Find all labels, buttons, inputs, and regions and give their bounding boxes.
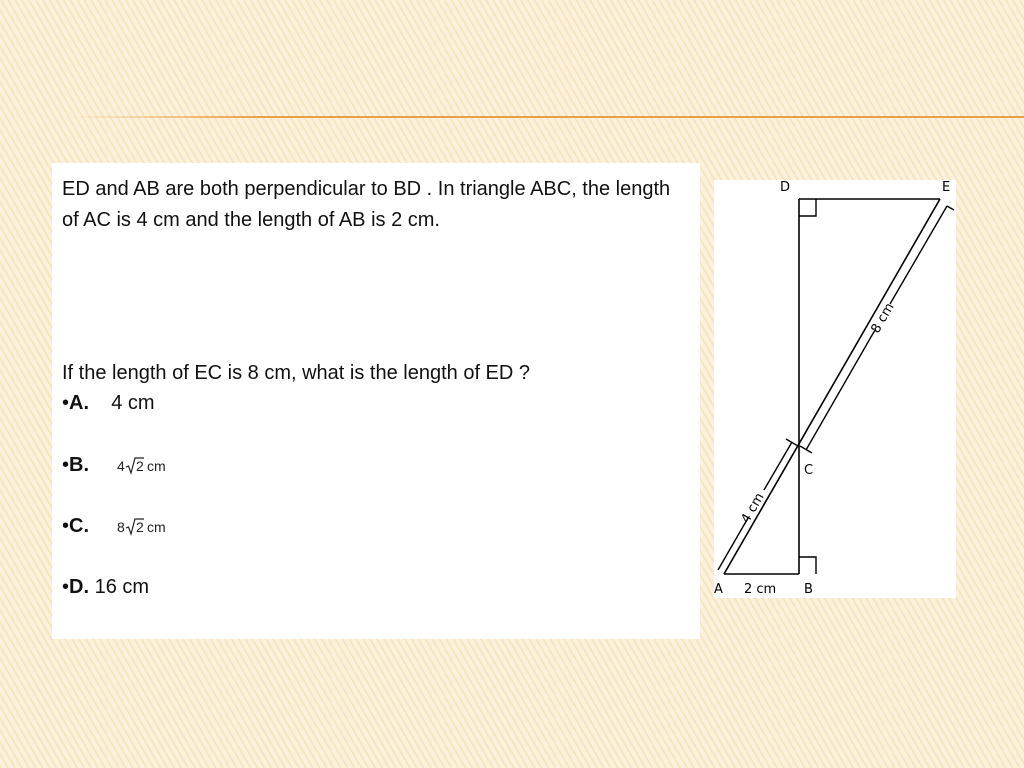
length-ab-label: 2 cm — [744, 582, 777, 597]
option-letter: B. — [69, 454, 90, 476]
point-b-label: B — [804, 582, 813, 597]
option-text: 4 cm — [111, 392, 155, 414]
segment-ae — [724, 199, 940, 574]
option-text: 16 cm — [94, 576, 150, 598]
math-radicand: 2 — [135, 518, 144, 535]
length-ac-label: 4 cm — [738, 490, 768, 526]
option-a — [62, 389, 155, 417]
option-c — [62, 512, 181, 540]
option-c-math — [117, 516, 181, 538]
dimension-ac-lower — [718, 518, 748, 570]
option-letter: C. — [69, 515, 90, 537]
length-ec-label: 8 cm — [868, 300, 898, 336]
option-bullet: • — [62, 576, 70, 598]
dimension-ac-tick — [786, 439, 798, 446]
option-letter: D. — [69, 576, 90, 598]
dimension-ac-upper — [764, 442, 792, 490]
option-b — [62, 451, 181, 479]
math-radicand: 2 — [135, 457, 144, 474]
question-text: If the length of EC is 8 cm, what is the length of ED ? — [62, 362, 531, 384]
dimension-ec-upper — [890, 206, 947, 304]
math-unit: cm — [146, 518, 166, 535]
geometry-figure — [714, 180, 956, 598]
option-b-math — [117, 455, 181, 477]
question-textbox — [52, 163, 700, 639]
option-bullet: • — [62, 515, 70, 537]
point-a-label: A — [714, 582, 723, 597]
right-angle-b-icon — [799, 557, 816, 574]
point-e-label: E — [942, 180, 951, 195]
dimension-ec-tick-top — [947, 206, 954, 210]
dimension-ec-lower — [806, 330, 875, 450]
question-intro: ED and AB are both perpendicular to BD . In triangle ABC, the length of AC is 4 cm and the length of AB is 2 cm. — [62, 178, 671, 231]
option-d — [62, 573, 149, 601]
math-unit: cm — [146, 457, 166, 474]
option-bullet: • — [62, 454, 70, 476]
math-coefficient: 8 — [116, 518, 125, 535]
math-coefficient: 4 — [116, 457, 125, 474]
option-bullet: • — [62, 392, 70, 414]
option-letter: A. — [69, 392, 90, 414]
point-d-label: D — [780, 180, 791, 195]
right-angle-d-icon — [799, 199, 816, 216]
point-c-label: C — [804, 463, 814, 478]
triangle-diagram — [714, 180, 956, 598]
dimension-ec-tick-bottom — [800, 446, 812, 453]
header-divider — [70, 116, 1024, 118]
